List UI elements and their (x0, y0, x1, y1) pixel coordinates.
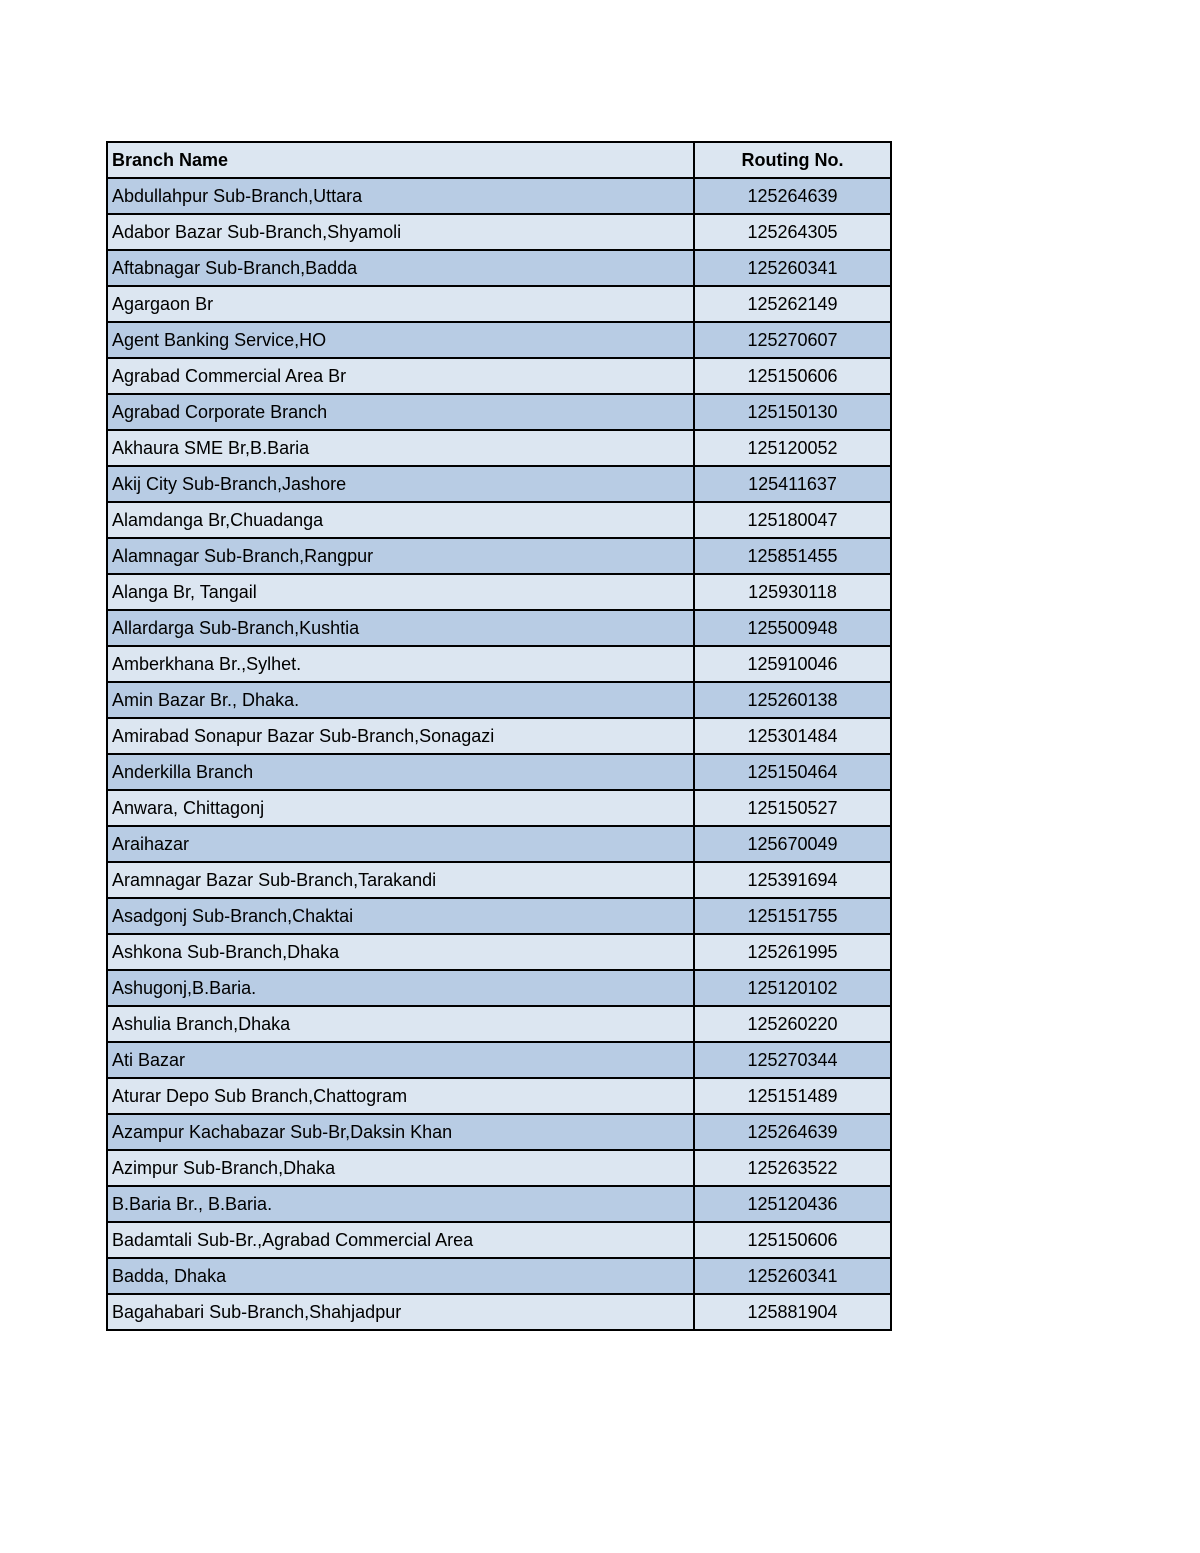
table-row (107, 394, 891, 430)
table-row (107, 610, 891, 646)
header-routing-no: Routing No. (694, 142, 891, 178)
table-row (107, 286, 891, 322)
routing-number-cell: 125260341 (694, 250, 891, 286)
branch-name-cell: Amirabad Sonapur Bazar Sub-Branch,Sonagazi (107, 718, 694, 754)
branch-name-cell: Akhaura SME Br,B.Baria (107, 430, 694, 466)
table-row (107, 1006, 891, 1042)
routing-number-cell: 125261995 (694, 934, 891, 970)
branch-name-cell: B.Baria Br., B.Baria. (107, 1186, 694, 1222)
routing-number-cell: 125500948 (694, 610, 891, 646)
branch-name-cell: Allardarga Sub-Branch,Kushtia (107, 610, 694, 646)
routing-number-cell: 125151755 (694, 898, 891, 934)
branch-name-cell: Aramnagar Bazar Sub-Branch,Tarakandi (107, 862, 694, 898)
table-row (107, 718, 891, 754)
routing-number-cell: 125411637 (694, 466, 891, 502)
branch-name-cell: Aturar Depo Sub Branch,Chattogram (107, 1078, 694, 1114)
branch-name-cell: Aftabnagar Sub-Branch,Badda (107, 250, 694, 286)
branch-name-cell: Ashkona Sub-Branch,Dhaka (107, 934, 694, 970)
branch-name-cell: Agargaon Br (107, 286, 694, 322)
branch-name-cell: Akij City Sub-Branch,Jashore (107, 466, 694, 502)
header-branch-name: Branch Name (107, 142, 694, 178)
table-row (107, 538, 891, 574)
table-row (107, 862, 891, 898)
routing-number-cell: 125150606 (694, 1222, 891, 1258)
branch-name-cell: Badamtali Sub-Br.,Agrabad Commercial Area (107, 1222, 694, 1258)
table-row (107, 322, 891, 358)
branch-name-cell: Ashulia Branch,Dhaka (107, 1006, 694, 1042)
branch-name-cell: Alamnagar Sub-Branch,Rangpur (107, 538, 694, 574)
branch-name-cell: Anwara, Chittagonj (107, 790, 694, 826)
table-row (107, 1294, 891, 1330)
routing-number-cell: 125301484 (694, 718, 891, 754)
table-row (107, 574, 891, 610)
table-row (107, 1186, 891, 1222)
routing-number-cell: 125263522 (694, 1150, 891, 1186)
routing-number-cell: 125150464 (694, 754, 891, 790)
table-body (107, 178, 891, 1330)
branch-name-cell: Agrabad Commercial Area Br (107, 358, 694, 394)
table-row (107, 466, 891, 502)
branch-name-cell: Alamdanga Br,Chuadanga (107, 502, 694, 538)
branch-name-cell: Adabor Bazar Sub-Branch,Shyamoli (107, 214, 694, 250)
table-row (107, 1114, 891, 1150)
routing-number-cell: 125180047 (694, 502, 891, 538)
routing-number-cell: 125670049 (694, 826, 891, 862)
routing-number-cell: 125910046 (694, 646, 891, 682)
routing-number-cell: 125264639 (694, 1114, 891, 1150)
branch-name-cell: Agent Banking Service,HO (107, 322, 694, 358)
branch-name-cell: Asadgonj Sub-Branch,Chaktai (107, 898, 694, 934)
routing-number-cell: 125260138 (694, 682, 891, 718)
table-row (107, 1150, 891, 1186)
routing-number-cell: 125270607 (694, 322, 891, 358)
routing-number-cell: 125264305 (694, 214, 891, 250)
table-row (107, 214, 891, 250)
routing-number-cell: 125264639 (694, 178, 891, 214)
table-row (107, 502, 891, 538)
branch-name-cell: Badda, Dhaka (107, 1258, 694, 1294)
table-row (107, 790, 891, 826)
branch-name-cell: Anderkilla Branch (107, 754, 694, 790)
routing-number-cell: 125120436 (694, 1186, 891, 1222)
routing-number-cell: 125270344 (694, 1042, 891, 1078)
routing-number-cell: 125851455 (694, 538, 891, 574)
branch-name-cell: Amin Bazar Br., Dhaka. (107, 682, 694, 718)
branch-name-cell: Alanga Br, Tangail (107, 574, 694, 610)
table-row (107, 1042, 891, 1078)
branch-name-cell: Azimpur Sub-Branch,Dhaka (107, 1150, 694, 1186)
routing-table (106, 141, 892, 1331)
branch-name-cell: Abdullahpur Sub-Branch,Uttara (107, 178, 694, 214)
routing-number-cell: 125260341 (694, 1258, 891, 1294)
table-row (107, 1222, 891, 1258)
table-row (107, 250, 891, 286)
table-row (107, 430, 891, 466)
routing-number-cell: 125930118 (694, 574, 891, 610)
branch-name-cell: Amberkhana Br.,Sylhet. (107, 646, 694, 682)
table-row (107, 358, 891, 394)
routing-number-cell: 125150606 (694, 358, 891, 394)
branch-name-cell: Araihazar (107, 826, 694, 862)
table-row (107, 898, 891, 934)
routing-number-cell: 125120102 (694, 970, 891, 1006)
table-row (107, 754, 891, 790)
branch-name-cell: Ashugonj,B.Baria. (107, 970, 694, 1006)
routing-number-cell: 125260220 (694, 1006, 891, 1042)
branch-name-cell: Bagahabari Sub-Branch,Shahjadpur (107, 1294, 694, 1330)
table-row (107, 1078, 891, 1114)
routing-number-cell: 125881904 (694, 1294, 891, 1330)
branch-name-cell: Azampur Kachabazar Sub-Br,Daksin Khan (107, 1114, 694, 1150)
table-row (107, 826, 891, 862)
routing-number-cell: 125150130 (694, 394, 891, 430)
routing-number-cell: 125262149 (694, 286, 891, 322)
table-row (107, 1258, 891, 1294)
routing-number-cell: 125151489 (694, 1078, 891, 1114)
routing-number-cell: 125150527 (694, 790, 891, 826)
branch-name-cell: Ati Bazar (107, 1042, 694, 1078)
routing-number-cell: 125391694 (694, 862, 891, 898)
table-row (107, 178, 891, 214)
table-row (107, 970, 891, 1006)
branch-name-cell: Agrabad Corporate Branch (107, 394, 694, 430)
table-header-row (107, 142, 891, 178)
table-row (107, 682, 891, 718)
table-row (107, 646, 891, 682)
routing-number-cell: 125120052 (694, 430, 891, 466)
table-row (107, 934, 891, 970)
